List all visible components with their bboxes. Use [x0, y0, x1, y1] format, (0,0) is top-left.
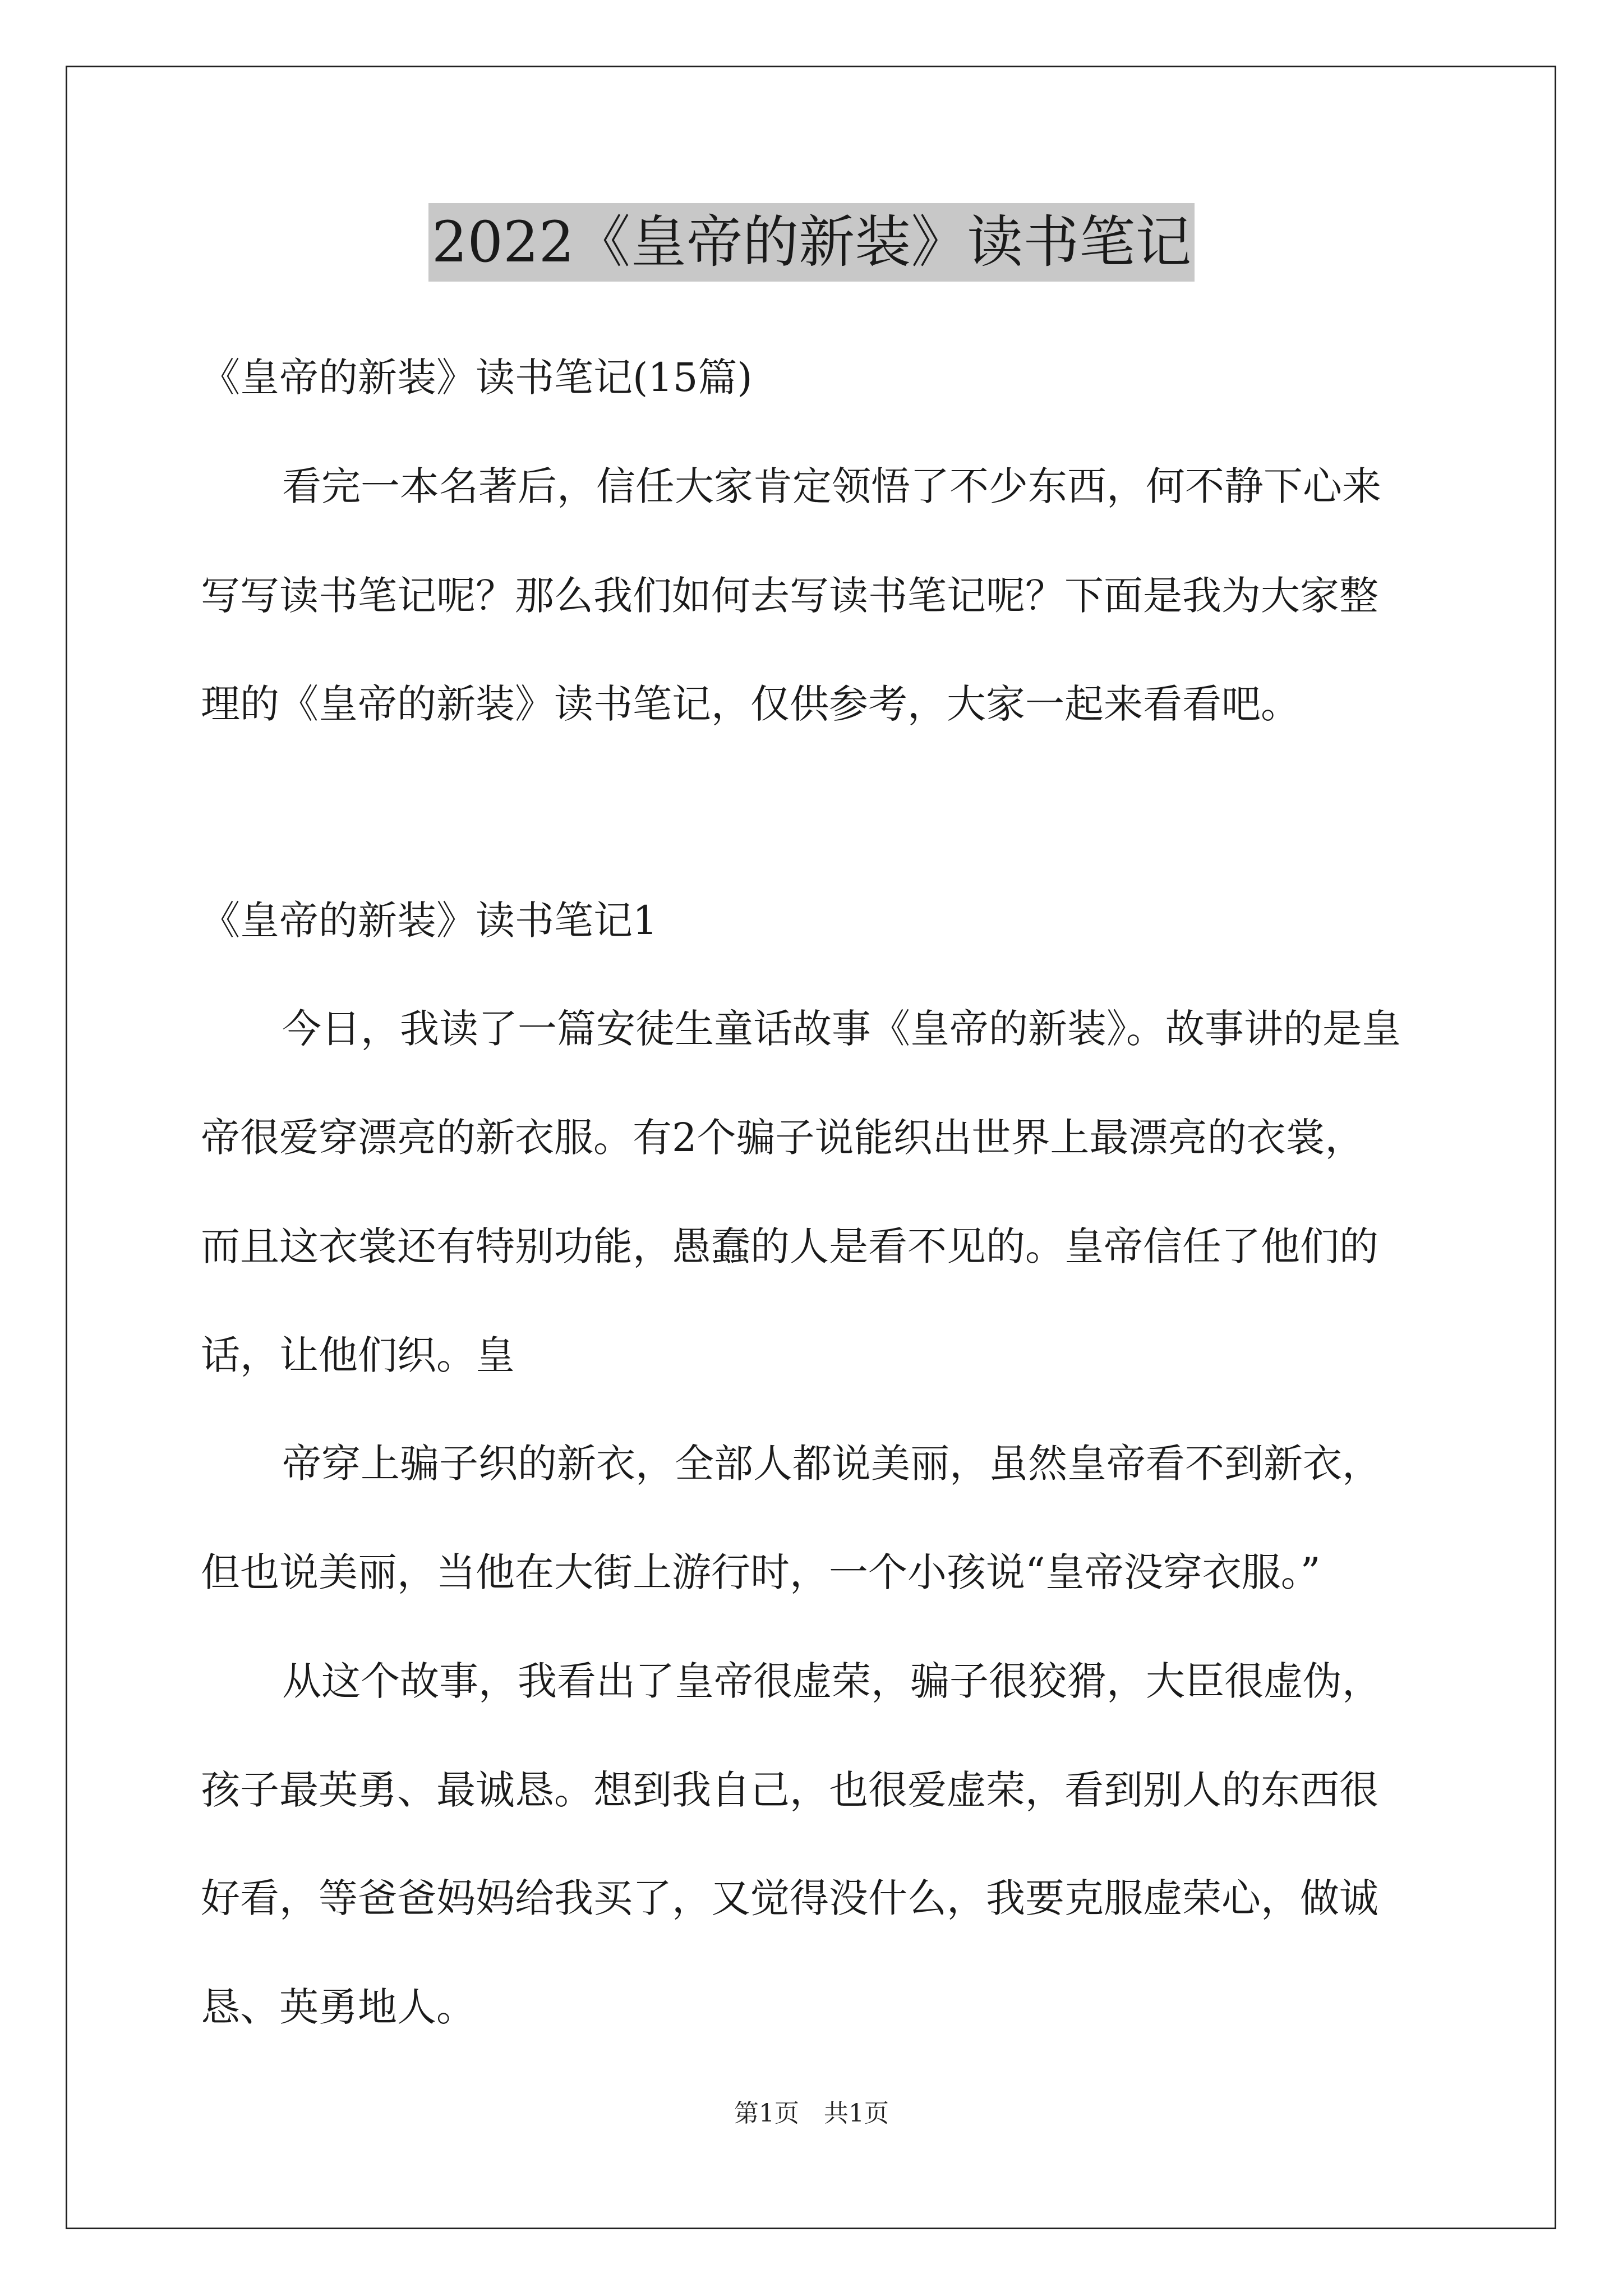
intro-line-1: 看完一本名著后，信任大家肯定领悟了不少东西，何不静下心来 [282, 463, 1381, 509]
subtitle: 《皇帝的新装》读书笔记(15篇) [201, 355, 753, 401]
paragraph3-line-3: 好看，等爸爸妈妈给我买了，又觉得没什么，我要克服虚荣心，做诚 [201, 1875, 1378, 1921]
intro-line-3: 理的《皇帝的新装》读书笔记，仅供参考，大家一起来看看吧。 [201, 681, 1300, 727]
paragraph2-line-2: 但也说美丽，当他在大街上游行时，一个小孩说“皇帝没穿衣服。” [201, 1549, 1321, 1595]
intro-line-2: 写写读书笔记呢？那么我们如何去写读书笔记呢？下面是我为大家整 [201, 573, 1378, 619]
title-container [0, 203, 1623, 282]
paragraph1-line-1: 今日，我读了一篇安徒生童话故事《皇帝的新装》。故事讲的是皇 [282, 1006, 1401, 1052]
paragraph2-line-1: 帝穿上骗子织的新衣，全部人都说美丽，虽然皇帝看不到新衣， [282, 1441, 1381, 1487]
paragraph3-line-4: 恳、英勇地人。 [201, 1984, 476, 2030]
paragraph1-line-4: 话，让他们织。皇 [201, 1332, 515, 1378]
document-title: 2022《皇帝的新装》读书笔记 [428, 203, 1195, 282]
section-heading: 《皇帝的新装》读书笔记1 [201, 898, 658, 944]
page-footer: 第1页 共1页 [734, 2099, 889, 2128]
paragraph3-line-2: 孩子最英勇、最诚恳。想到我自己，也很爱虚荣，看到别人的东西很 [201, 1767, 1378, 1813]
paragraph1-line-3: 而且这衣裳还有特别功能，愚蠢的人是看不见的。皇帝信任了他们的 [201, 1223, 1378, 1269]
paragraph3-line-1: 从这个故事，我看出了皇帝很虚荣，骗子很狡猾，大臣很虚伪， [282, 1658, 1381, 1704]
paragraph1-line-2: 帝很爱穿漂亮的新衣服。有2个骗子说能织出世界上最漂亮的衣裳， [201, 1115, 1364, 1161]
